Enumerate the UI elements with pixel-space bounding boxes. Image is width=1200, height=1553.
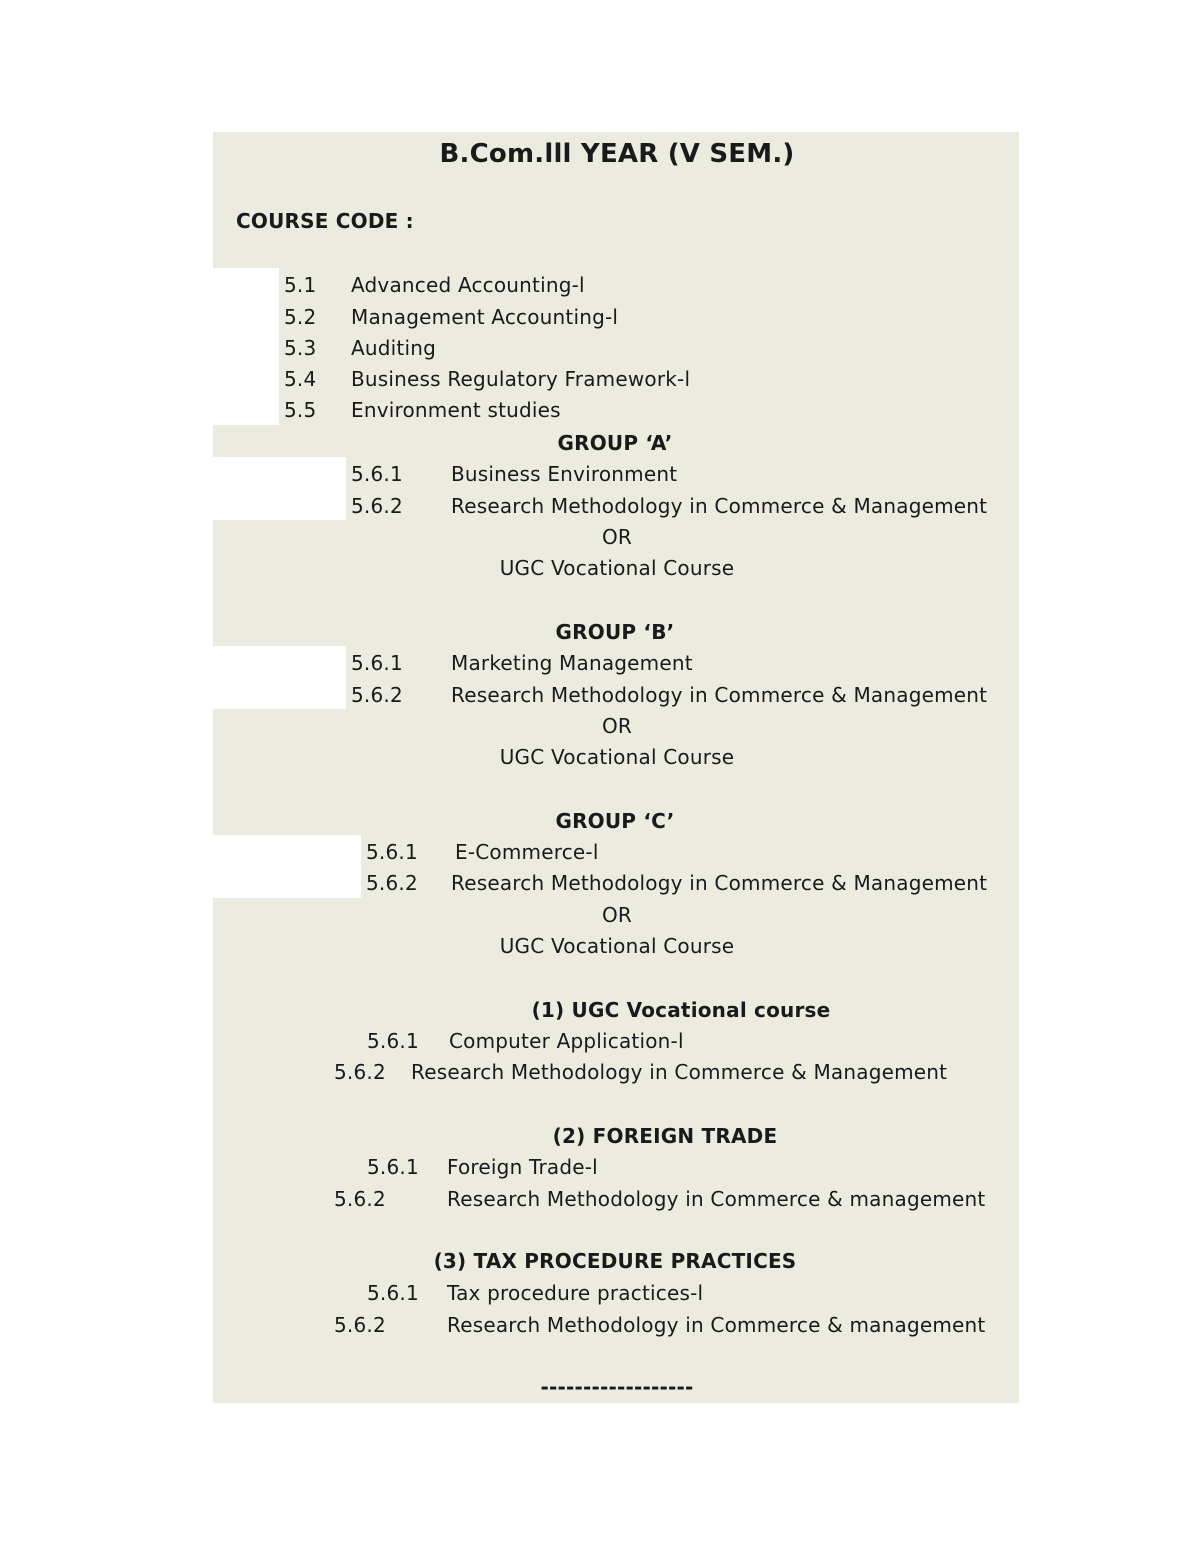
course-code: 5.6.2 bbox=[366, 871, 418, 895]
course-code: 5.6.2 bbox=[334, 1060, 386, 1084]
end-rule: ------------------ bbox=[540, 1375, 694, 1399]
course-code: 5.2 bbox=[284, 305, 317, 329]
course-name: Research Methodology in Commerce & Management bbox=[411, 1060, 948, 1084]
course-code-label: COURSE CODE : bbox=[236, 209, 414, 233]
white-block-group-a bbox=[213, 457, 346, 520]
course-name: Auditing bbox=[351, 336, 436, 360]
white-block-group-b bbox=[213, 646, 346, 709]
course-name: Research Methodology in Commerce & Management bbox=[451, 683, 988, 707]
course-code: 5.6.1 bbox=[351, 462, 403, 486]
course-code: 5.6.1 bbox=[351, 651, 403, 675]
course-name: Research Methodology in Commerce & Management bbox=[451, 871, 988, 895]
or-label: OR bbox=[601, 903, 633, 927]
course-code: 5.6.1 bbox=[367, 1155, 419, 1179]
course-code: 5.4 bbox=[284, 367, 317, 391]
course-name: Research Methodology in Commerce & management bbox=[447, 1187, 986, 1211]
course-name: Research Methodology in Commerce & Management bbox=[451, 494, 988, 518]
course-name: E-Commerce-l bbox=[455, 840, 599, 864]
alternative-course: UGC Vocational Course bbox=[499, 934, 735, 958]
page-title: B.Com.lll YEAR (V SEM.) bbox=[439, 139, 795, 169]
tax-procedure-heading: (3) TAX PROCEDURE PRACTICES bbox=[433, 1249, 797, 1273]
course-code: 5.6.2 bbox=[334, 1313, 386, 1337]
course-code: 5.5 bbox=[284, 398, 317, 422]
course-code: 5.6.1 bbox=[366, 840, 418, 864]
foreign-trade-heading: (2) FOREIGN TRADE bbox=[552, 1124, 778, 1148]
course-code: 5.6.1 bbox=[367, 1281, 419, 1305]
course-code: 5.1 bbox=[284, 273, 317, 297]
course-name: Research Methodology in Commerce & management bbox=[447, 1313, 986, 1337]
course-name: Environment studies bbox=[351, 398, 561, 422]
course-name: Business Environment bbox=[451, 462, 678, 486]
alternative-course: UGC Vocational Course bbox=[499, 556, 735, 580]
group-c-heading: GROUP ‘C’ bbox=[555, 809, 675, 833]
course-code: 5.6.2 bbox=[334, 1187, 386, 1211]
course-name: Business Regulatory Framework-l bbox=[351, 367, 691, 391]
or-label: OR bbox=[601, 714, 633, 738]
white-block-group-c bbox=[213, 835, 361, 898]
course-code: 5.6.2 bbox=[351, 494, 403, 518]
course-name: Management Accounting-l bbox=[351, 305, 619, 329]
or-label: OR bbox=[601, 525, 633, 549]
course-name: Computer Application-l bbox=[449, 1029, 684, 1053]
course-name: Marketing Management bbox=[451, 651, 693, 675]
course-name: Tax procedure practices-l bbox=[447, 1281, 704, 1305]
course-name: Advanced Accounting-l bbox=[351, 273, 585, 297]
course-code: 5.6.2 bbox=[351, 683, 403, 707]
course-code: 5.6.1 bbox=[367, 1029, 419, 1053]
course-code: 5.3 bbox=[284, 336, 317, 360]
alternative-course: UGC Vocational Course bbox=[499, 745, 735, 769]
course-name: Foreign Trade-l bbox=[447, 1155, 598, 1179]
white-block-core bbox=[213, 268, 279, 425]
group-a-heading: GROUP ‘A’ bbox=[557, 431, 673, 455]
group-b-heading: GROUP ‘B’ bbox=[555, 620, 675, 644]
vocational-heading: (1) UGC Vocational course bbox=[531, 998, 831, 1022]
